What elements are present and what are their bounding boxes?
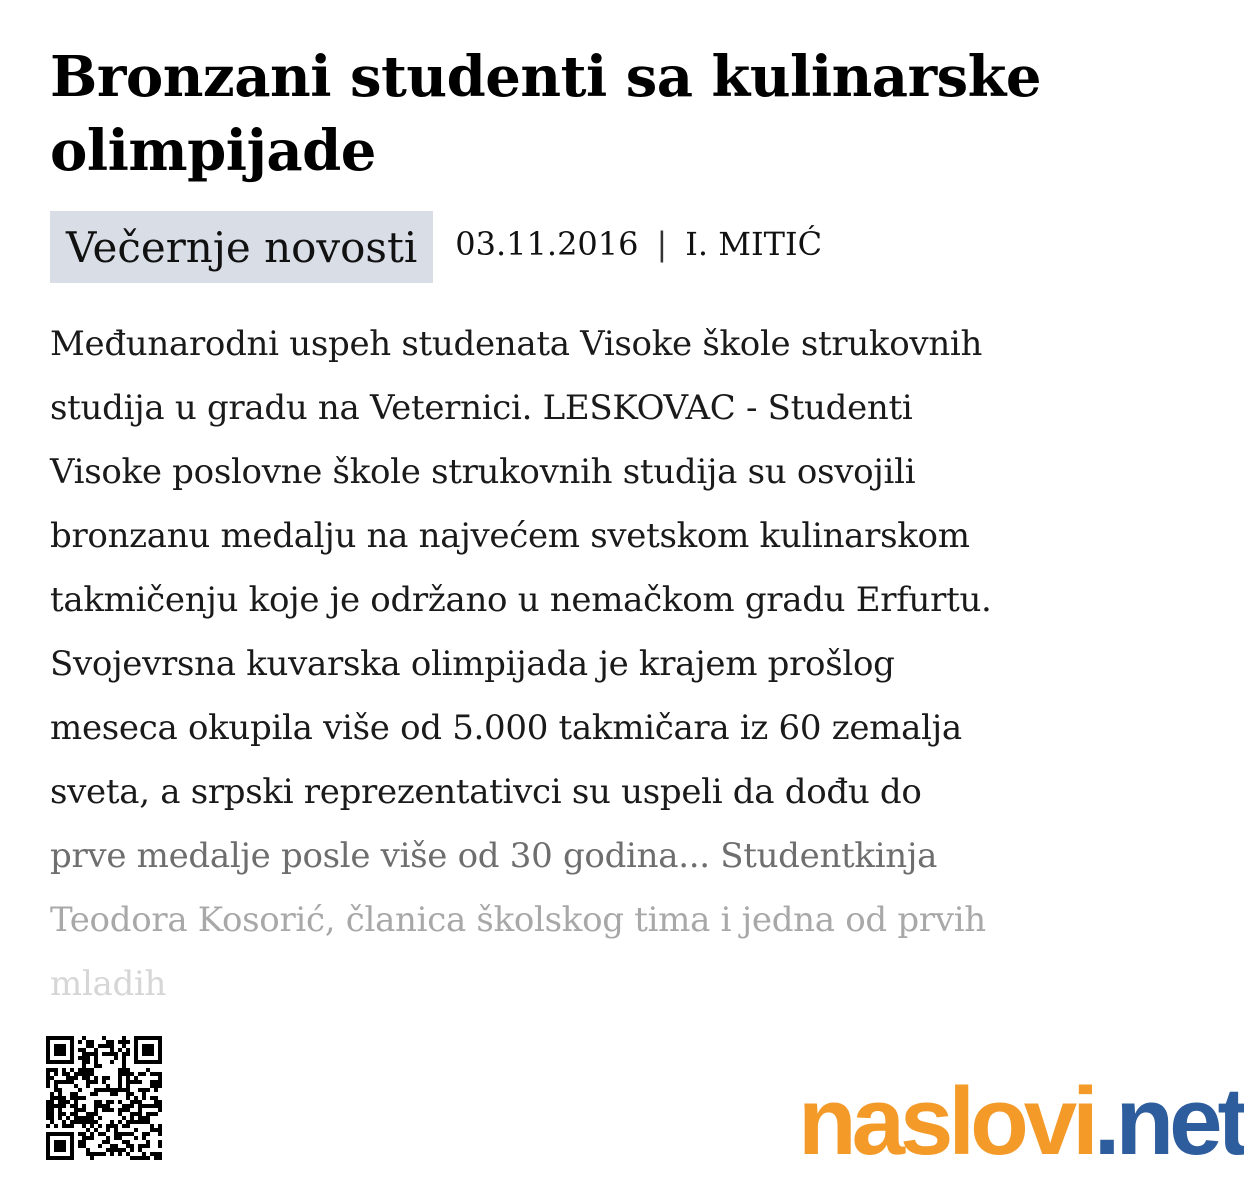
body-line: meseca okupila više od 5.000 takmičara iz 60 zemalja bbox=[50, 708, 962, 748]
body-line: Visoke poslovne škole strukovnih studija su osvojili bbox=[50, 452, 916, 492]
article-body bbox=[50, 312, 1170, 1016]
body-line: takmičenju koje je održano u nemačkom gradu Erfurtu. bbox=[50, 580, 992, 620]
logo-text-net: .net bbox=[1093, 1068, 1244, 1175]
body-line: sveta, a srpski reprezentativci su uspeli da dođu do bbox=[50, 772, 922, 812]
meta-separator: | bbox=[656, 225, 668, 263]
article-meta bbox=[50, 211, 822, 283]
body-line: Svojevrsna kuvarska olimpijada je krajem prošlog bbox=[50, 644, 895, 684]
author-name: I. MITIĆ bbox=[685, 225, 823, 263]
body-line-fading: prve medalje posle više od 30 godina... Studentkinja bbox=[50, 836, 938, 876]
logo-text-naslovi: naslovi bbox=[798, 1068, 1094, 1175]
body-line: bronzanu medalju na najvećem svetskom kulinarskom bbox=[50, 516, 970, 556]
body-line-fading: mladih bbox=[50, 964, 167, 1004]
publish-date: 03.11.2016 bbox=[455, 225, 639, 263]
body-line: Međunarodni uspeh studenata Visoke škole strukovnih bbox=[50, 324, 983, 364]
source-badge[interactable]: Večernje novosti bbox=[50, 211, 433, 283]
byline bbox=[455, 225, 822, 263]
qr-code-icon[interactable] bbox=[46, 1036, 166, 1164]
body-line-fading: Teodora Kosorić, članica školskog tima i jedna od prvih bbox=[50, 900, 986, 940]
article-title: Bronzani studenti sa kulinarske olimpijade bbox=[50, 44, 1042, 184]
naslovi-logo[interactable] bbox=[798, 1060, 1244, 1175]
body-line: studija u gradu na Veternici. LESKOVAC - Studenti bbox=[50, 388, 913, 428]
